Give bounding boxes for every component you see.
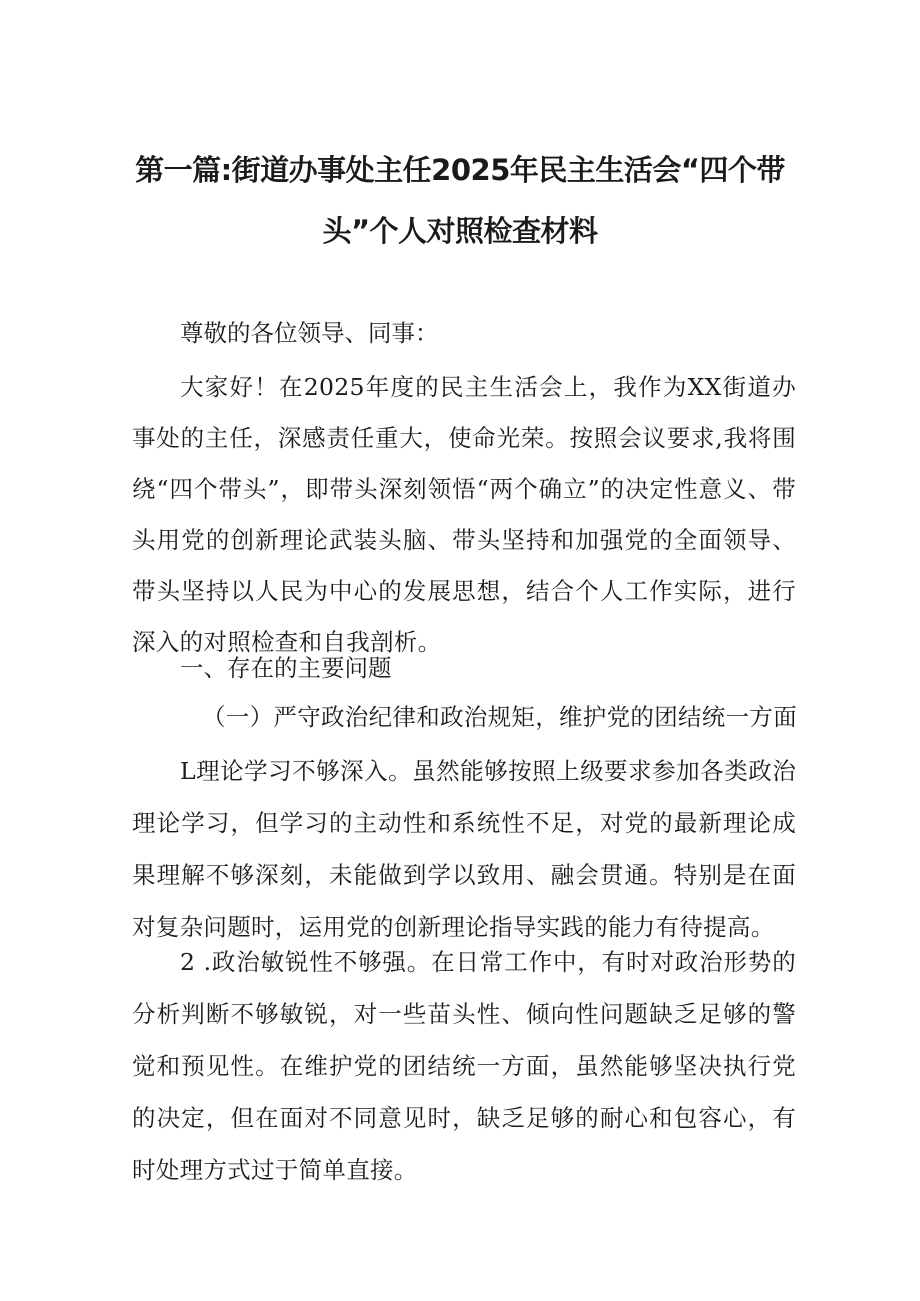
paragraph-theory-study: L理论学习不够深入。虽然能够按照上级要求参加各类政治理论学习，但学习的主动性和系统性不足，对党的最新理论成果理解不够深刻，未能做到学以致用、融会贯通。特别是在面对复杂问题时，运用党的创新理论指导实践的能力有待提高。 bbox=[132, 757, 796, 941]
document-title-line-2: 头”个人对照检查材料 bbox=[322, 214, 598, 248]
salutation: 尊敬的各位领导、同事： bbox=[180, 319, 439, 347]
subsection-heading-discipline: （一）严守政治纪律和政治规矩，维护党的团结统一方面 bbox=[202, 703, 797, 731]
paragraph-political-sensitivity: 2 .政治敏锐性不够强。在日常工作中，有时对政治形势的分析判断不够敏锐，对一些苗头性、倾向性问题缺乏足够的警觉和预见性。在维护党的团结统一方面，虽然能够坚决执行党的决定，但在面对不同意见时，缺乏足够的耐心和包容心，有时处理方式过于简单直接。 bbox=[132, 948, 796, 1184]
intro-paragraph: 大家好！在2025年度的民主生活会上，我作为XX街道办事处的主任，深感责任重大，使命光荣。按照会议要求,我将围绕“四个带头”，即带头深刻领悟“两个确立”的决定性意义、带头用党的创新理论武装头脑、带头坚持和加强党的全面领导、带头坚持以人民为中心的发展思想，结合个人工作实际，进行深入的对照检查和自我剖析。 bbox=[132, 373, 796, 656]
document-title-line-1: 第一篇:街道办事处主任2025年民主生活会“四个带 bbox=[135, 153, 785, 187]
section-heading-problems: 一、存在的主要问题 bbox=[180, 654, 392, 682]
